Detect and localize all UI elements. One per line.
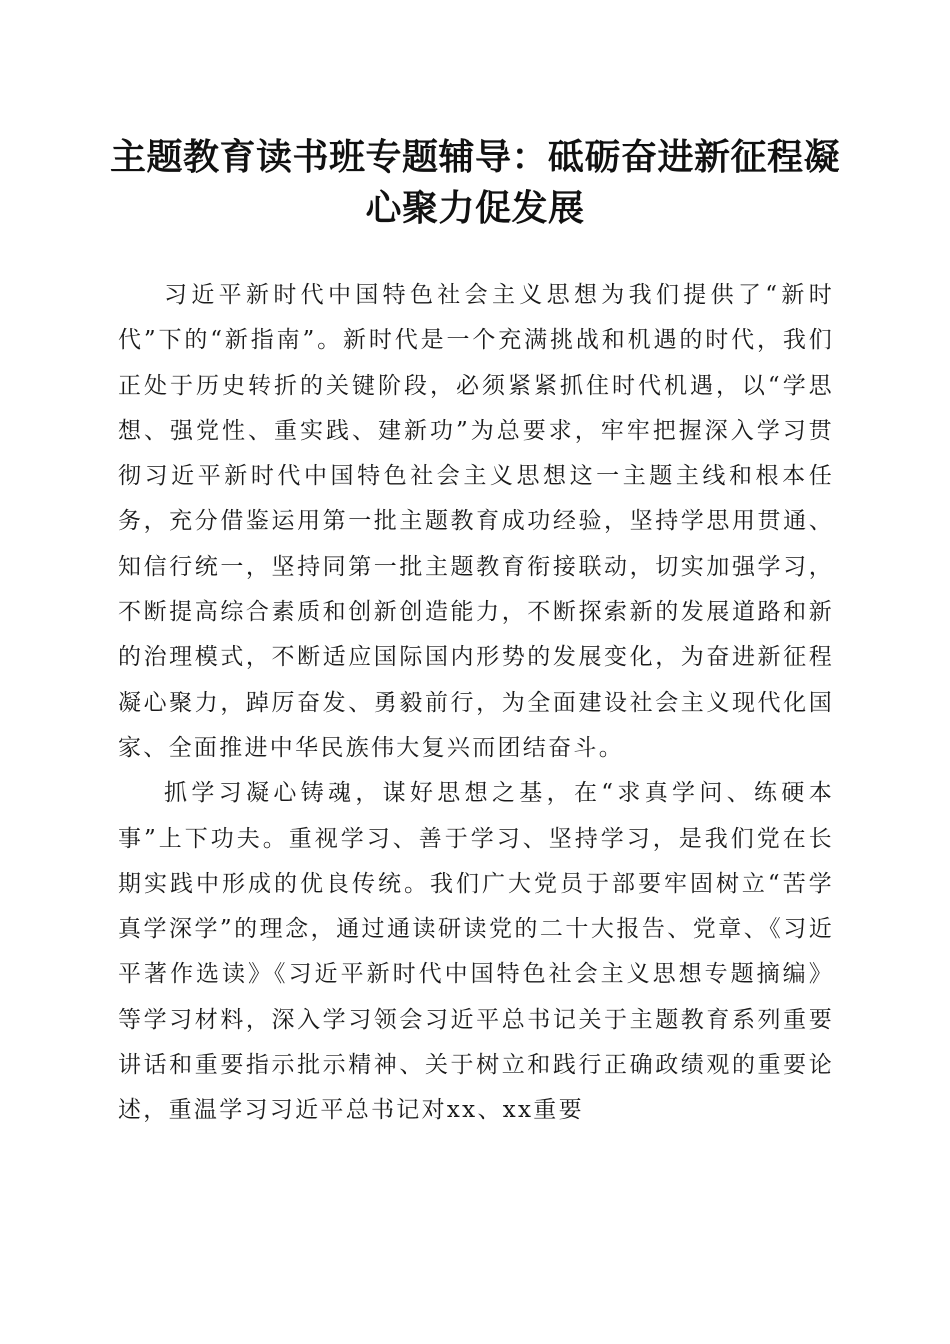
- paragraph: 抓学习凝心铸魂，谋好思想之基，在“求真学问、练硬本事”上下功夫。重视学习、善于学习、坚持学习，是我们党在长期实践中形成的优良传统。我们广大党员于部要牢固树立“苦学真学深学”的理念，通过通读研读党的二十大报告、党章、《习近平著作选读》《习近平新时代中国特色社会主义思想专题摘编》等学习材料，深入学习领会习近平总书记关于主题教育系列重要讲话和重要指示批示精神、关于树立和践行正确政绩观的重要论述，重温学习习近平总书记对xx、xx重要: [118, 780, 834, 1124]
- document-title: 主题教育读书班专题辅导：砥砺奋进新征程凝心聚力促发展: [110, 136, 841, 229]
- document-body: [118, 273, 834, 1134]
- paragraph: 习近平新时代中国特色社会主义思想为我们提供了“新时代”下的“新指南”。新时代是一个充满挑战和机遇的时代，我们正处于历史转折的关键阶段，必须紧紧抓住时代机遇，以“学思想、强党性、重实践、建新功”为总要求，牢牢把握深入学习贯彻习近平新时代中国特色社会主义思想这一主题主线和根本任务，充分借鉴运用第一批主题教育成功经验，坚持学思用贯通、知信行统一，坚持同第一批主题教育衔接联动，切实加强学习，不断提高综合素质和创新创造能力，不断探索新的发展道路和新的治理模式，不断适应国际国内形势的发展变化，为奋进新征程凝心聚力，踔厉奋发、勇毅前行，为全面建设社会主义现代化国家、全面推进中华民族伟大复兴而团结奋斗。: [118, 282, 834, 761]
